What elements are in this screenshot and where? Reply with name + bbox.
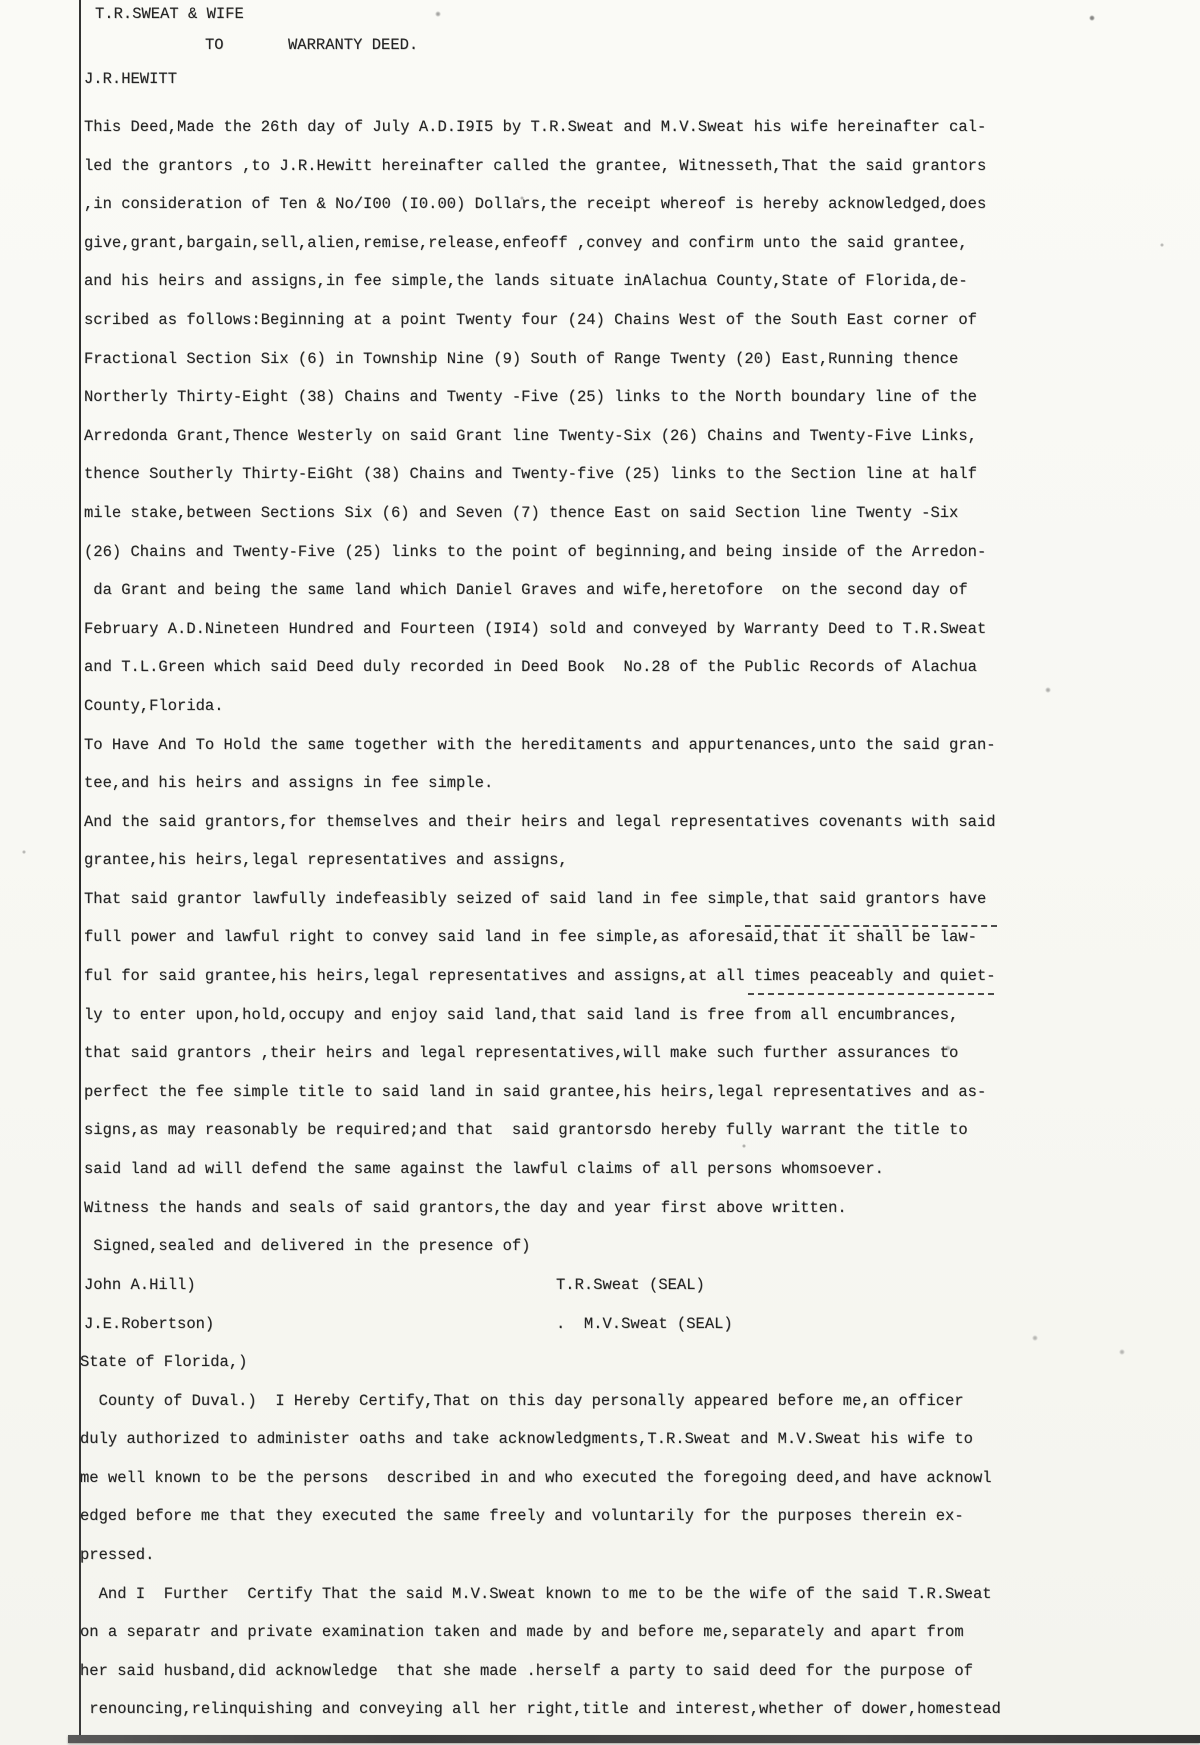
signer-name-seal: . M.V.Sweat (SEAL) — [556, 1314, 733, 1333]
deed-line: And the said grantors,for themselves and their heirs and legal representatives covenants with said — [84, 812, 996, 831]
witness-name: J.E.Robertson) — [84, 1314, 215, 1333]
signature-row — [84, 1305, 733, 1344]
notary-line: edged before me that they executed the same freely and voluntarily for the purposes therein ex- — [80, 1507, 964, 1526]
deed-line: thence Southerly Thirty-EiGht (38) Chains and Twenty-five (25) links to the Section line at half — [84, 465, 977, 484]
notary-line: State of Florida,) — [80, 1353, 248, 1371]
signature-block — [84, 1266, 733, 1343]
notary-line: on a separatr and private examination taken and made by and before me,separately and apart from — [80, 1623, 964, 1642]
deed-line: full power and lawful right to convey said land in fee simple,as aforesaid,that it shall be law- — [84, 928, 977, 947]
notary-line: County of Duval.) I Hereby Certify,That on this day personally appeared before me,an officer — [80, 1391, 964, 1410]
deed-line: perfect the fee simple title to said land in said grantee,his heirs,legal representatives and as- — [84, 1082, 987, 1101]
deed-line: ly to enter upon,hold,occupy and enjoy said land,that said land is free from all encumbrances, — [84, 1005, 959, 1024]
deed-line: said land ad will defend the same against the lawful claims of all persons whomsoever. — [84, 1160, 884, 1179]
deed-line: That said grantor lawfully indefeasibly seized of said land in fee simple,that said grantors have — [84, 889, 987, 908]
deed-line: Fractional Section Six (6) in Township Nine (9) South of Range Twenty (20) East,Running thence — [84, 349, 959, 368]
deed-line: Witness the hands and seals of said grantors,the day and year first above written. — [84, 1198, 847, 1217]
notary-acknowledgment — [80, 1343, 1001, 1729]
deed-line: da Grant and being the same land which Daniel Graves and wife,heretofore on the second day of — [84, 581, 968, 600]
header-grantor: T.R.SWEAT & WIFE — [95, 5, 244, 23]
notary-line: And I Further Certify That the said M.V.Sweat known to me to be the wife of the said T.R.Sweat — [80, 1584, 992, 1603]
deed-line: Signed,sealed and delivered in the presence of) — [84, 1237, 531, 1256]
signature-row — [84, 1266, 733, 1305]
deed-line: that said grantors ,their heirs and legal representatives,will make such further assurances to — [84, 1044, 959, 1063]
deed-line: (26) Chains and Twenty-Five (25) links to the point of beginning,and being inside of the Arredon- — [84, 542, 987, 561]
notary-line: duly authorized to administer oaths and take acknowledgments,T.R.Sweat and M.V.Sweat his wife to — [80, 1430, 973, 1449]
deed-line: Northerly Thirty-Eight (38) Chains and Twenty -Five (25) links to the North boundary line of the — [84, 388, 977, 407]
signer-name-seal: T.R.Sweat (SEAL) — [556, 1276, 705, 1294]
bottom-scan-edge — [68, 1735, 1200, 1743]
deed-line: tee,and his heirs and assigns in fee simple. — [84, 774, 494, 793]
notary-line: her said husband,did acknowledge that she made .herself a party to said deed for the purpose of — [80, 1661, 973, 1680]
deed-line: ,in consideration of Ten & No/I00 (I0.00) Dollars,the receipt whereof is hereby acknowledged,does — [84, 195, 987, 214]
deed-line: and his heirs and assigns,in fee simple,the lands situate inAlachua County,State of Florida,de- — [84, 272, 968, 291]
notary-line: pressed. — [80, 1545, 155, 1564]
notary-line: renouncing,relinquishing and conveying all her right,title and interest,whether of dower,homestead — [80, 1700, 1001, 1719]
header-document-type: WARRANTY DEED. — [288, 36, 419, 54]
deed-line: This Deed,Made the 26th day of July A.D.I9I5 by T.R.Sweat and M.V.Sweat his wife hereinafter cal- — [84, 118, 987, 136]
deed-line: give,grant,bargain,sell,alien,remise,release,enfeoff ,convey and confirm unto the said grantee, — [84, 233, 968, 252]
deed-line: mile stake,between Sections Six (6) and Seven (7) thence East on said Section line Twenty -Six — [84, 503, 959, 522]
deed-line: led the grantors ,to J.R.Hewitt hereinafter called the grantee, Witnesseth,That the said grantors — [84, 156, 987, 175]
header-grantee: J.R.HEWITT — [84, 70, 178, 88]
header-to-label: TO — [205, 36, 224, 54]
deed-body — [84, 108, 996, 1266]
deed-line: and T.L.Green which said Deed duly recorded in Deed Book No.28 of the Public Records of Alachua — [84, 658, 977, 677]
deed-line: grantee,his heirs,legal representatives and assigns, — [84, 851, 568, 870]
deed-line: scribed as follows:Beginning at a point Twenty four (24) Chains West of the South East corner of — [84, 310, 977, 329]
witness-name: John A.Hill) — [84, 1276, 196, 1294]
overstrike-dashes-top — [745, 925, 997, 927]
notary-line: me well known to be the persons described in and who executed the foregoing deed,and have acknowl — [80, 1468, 992, 1487]
deed-line: To Have And To Hold the same together with the hereditaments and appurtenances,unto the said gran- — [84, 735, 996, 754]
deed-line: signs,as may reasonably be required;and that said grantorsdo hereby fully warrant the title to — [84, 1121, 968, 1140]
deed-line: February A.D.Nineteen Hundred and Fourteen (I9I4) sold and conveyed by Warranty Deed to T.R.Sweat — [84, 619, 987, 638]
deed-line: County,Florida. — [84, 696, 224, 715]
deed-line: ful for said grantee,his heirs,legal representatives and assigns,at all times peaceably and quiet- — [84, 967, 996, 986]
deed-line: Arredonda Grant,Thence Westerly on said Grant line Twenty-Six (26) Chains and Twenty-Five Links, — [84, 426, 977, 445]
overstrike-dashes-bottom — [748, 993, 994, 995]
